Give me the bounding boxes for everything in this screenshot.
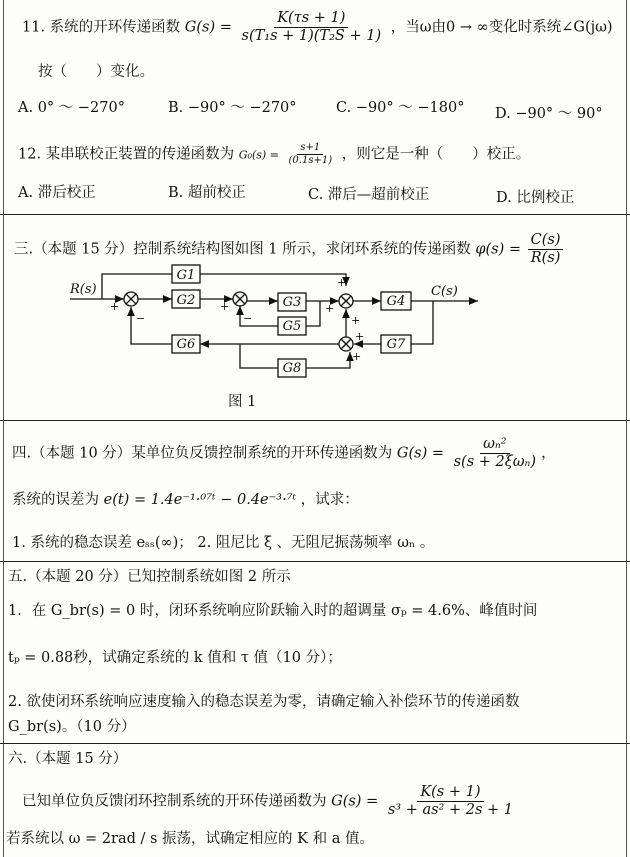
s4-g-label: G(s) = [396, 445, 444, 462]
q12-tf-denominator: (0.1s+1) [288, 155, 333, 166]
s5-part2-line1: 2. 欲使闭环系统响应速度输入的稳态误差为零，请确定输入补偿环节的传递函数 [8, 694, 520, 710]
s5-line1 [8, 567, 291, 587]
s4-line2 [12, 490, 359, 510]
sign-plus-s2: + [220, 300, 230, 313]
q11-tf-denominator: s(T₁s + 1)(T₂S + 1) [241, 28, 382, 44]
s4-questions: 1. 系统的稳态误差 eₛₛ(∞)； 2. 阻尼比 ξ 、无阻尼振荡频率 ωₙ 。 [12, 535, 435, 551]
rule-after-q12 [0, 214, 630, 215]
left-margin-line [3, 0, 4, 857]
s6-transfer-function [385, 784, 516, 819]
sign-plus-s4: + [355, 330, 365, 343]
s4-line1: 四.（本题 10 分）某单位负反馈控制系统的开环传递函数为 G(s) = $\frac{\text{ωₙ²}}{\text{s(s + 2ξωₙ)}}$ ， [12, 436, 556, 470]
diagram-output-label: C(s) [431, 284, 458, 299]
s4-error-post: ，试求： [300, 492, 359, 508]
q11-line2: 按（ ）变化。 [38, 64, 154, 80]
s4-error-text: 系统的误差为 [12, 492, 99, 508]
s6-text: 已知单位负反馈闭环控制系统的开环传递函数为 [22, 793, 327, 810]
block-g4-label: G4 [386, 294, 406, 309]
q11-tf-numerator: K(τs + 1) [274, 10, 348, 28]
s6-line1 [22, 784, 518, 819]
sign-minus-s1: − [136, 312, 146, 325]
q12-text-post: ，则它是一种（ ）校正。 [341, 146, 531, 163]
q12-transfer-function [286, 142, 336, 167]
s3-tf-denominator: R(s) [530, 250, 561, 266]
block-g6-label: G6 [176, 337, 196, 352]
q12-number: 12. [18, 146, 42, 163]
s5-heading: 五.（本题 20 分） [8, 569, 128, 585]
block-diagram-figure-1 [0, 260, 630, 390]
s4-text: 某单位负反馈控制系统的开环传递函数为 [131, 445, 393, 462]
s4-error-equation: e(t) = 1.4e⁻¹·⁰⁷ᵗ − 0.4e⁻³·⁷ᵗ [103, 492, 297, 508]
s3-phi-label: φ(s) = [475, 241, 522, 258]
right-margin-line [626, 0, 627, 857]
s4-transfer-function [451, 436, 539, 471]
q11-text-post: ，当ω由0 → ∞变化时系统∠G(jω) [390, 19, 613, 36]
q11-transfer-function [239, 10, 385, 45]
sign-plus-s3-top: + [337, 276, 347, 289]
s5-part1-line1: 1．在 G_br(s) = 0 时，闭环系统响应阶跃输入时的超调量 σₚ = 4.6%、峰值时间 [8, 603, 538, 619]
block-g5-label: G5 [282, 319, 302, 334]
q11-number: 11. [22, 19, 46, 36]
s4-heading: 四.（本题 10 分） [12, 445, 132, 462]
q11-line1 [22, 10, 613, 45]
block-g7-label: G7 [386, 337, 406, 352]
block-g8-label: G8 [282, 361, 302, 376]
s4-tf-denominator: s(s + 2ξωₙ) [453, 454, 537, 470]
block-g3-label: G3 [282, 295, 302, 310]
diagram-input-label: R(s) [70, 282, 97, 297]
s6-tf-numerator: K(s + 1) [417, 784, 483, 802]
sign-plus-s1: + [110, 300, 120, 313]
q11-text: 系统的开环传递函数 [49, 19, 181, 36]
q11-option-d: D. −90° ～ 90° [495, 106, 603, 122]
s5-text: 已知控制系统如图 2 所示 [127, 569, 291, 585]
q12-g-label: G₀(s) = [238, 148, 279, 162]
q11-option-b: B. −90° ～ −270° [168, 100, 297, 116]
block-g2-label: G2 [176, 293, 196, 308]
q12-option-b: B. 超前校正 [168, 185, 246, 201]
q12-text: 某串联校正装置的传递函数为 [45, 146, 235, 163]
rule-after-s3 [0, 420, 630, 421]
s6-heading: 六.（本题 15 分） [8, 751, 128, 767]
s3-text: 控制系统结构图如图 1 所示，求闭环系统的传递函数 [133, 241, 471, 258]
sign-plus-s4-bottom: + [352, 350, 362, 363]
q11-option-a: A. 0° ～ −270° [18, 100, 125, 116]
q12-option-a: A. 滞后校正 [18, 185, 96, 201]
sign-minus-s2: − [243, 312, 253, 325]
q11-g-label: G(s) = [184, 19, 232, 36]
s3-heading: 三.（本题 15 分） [14, 241, 134, 258]
q12-option-c: C. 滞后—超前校正 [308, 187, 430, 203]
figure-1-caption: 图 1 [228, 394, 257, 410]
s6-g-label: G(s) = [331, 793, 379, 810]
s3-tf-numerator: C(s) [528, 232, 564, 250]
q12-line1 [18, 142, 530, 167]
s5-part1-line2: tₚ = 0.88秒，试确定系统的 k 值和 τ 值（10 分）； [8, 650, 342, 666]
s4-tf-numerator: ωₙ² [480, 436, 510, 454]
s5-part2-line2: G_br(s)。（10 分） [8, 719, 136, 735]
sign-plus-s3-bottom: + [351, 314, 361, 327]
s6-tf-denominator: s³ + as² + 2s + 1 [387, 802, 513, 818]
block-g1-label: G1 [176, 268, 196, 283]
s6-question: 若系统以 ω = 2rad / s 振荡，试确定相应的 K 和 a 值。 [6, 831, 374, 847]
q12-option-d: D. 比例校正 [496, 190, 575, 206]
sign-plus-s3-left: + [325, 302, 335, 315]
rule-after-s5 [0, 743, 630, 744]
rule-after-s4 [0, 561, 630, 562]
q11-option-c: C. −90° ～ −180° [336, 100, 465, 116]
q12-tf-numerator: s+1 [297, 142, 323, 155]
